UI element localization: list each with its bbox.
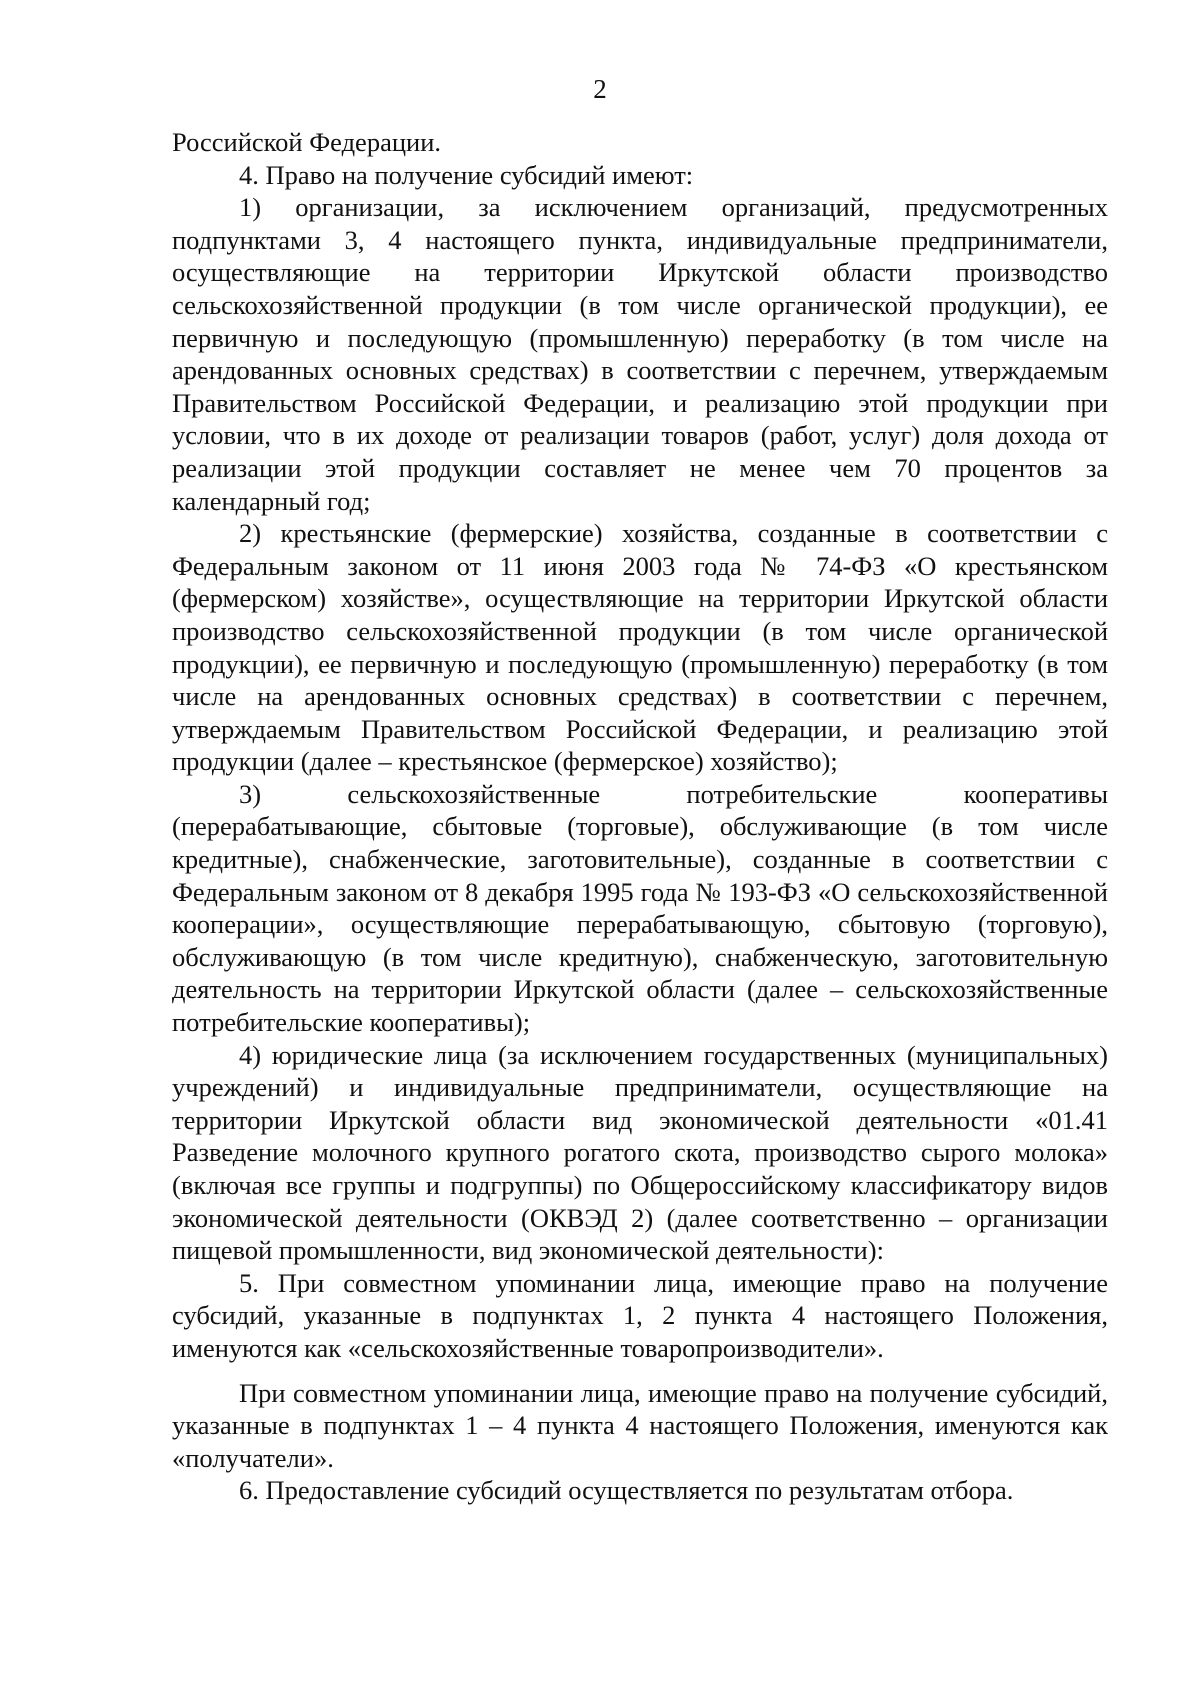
page-number: 2 bbox=[593, 74, 607, 104]
paragraph-subitem-3: 3) сельскохозяйственные потребительские кооперативы (перерабатывающие, сбытовые (торговые), обслуживающие (в том числе кредитные), снабженческие, заготовительные), созданные в соответствии с Федеральным законом от 8 декабря 1995 года № 193-ФЗ «О сельскохозяйственной кооперации», осуществляющие перерабатывающую, сбытовую (торговую), обслуживающую (в том числе кредитную), снабженческую, заготовительную деятельность на территории Иркутской области (далее – сельскохозяйственные потребительские кооперативы); bbox=[172, 778, 1108, 1038]
paragraph-item-5: 5. При совместном упоминании лица, имеющие право на получение субсидий, указанные в подпунктах 1, 2 пункта 4 настоящего Положения, именуются как «сельскохозяйственные товаропроизводители». bbox=[172, 1267, 1108, 1363]
paragraph-item-6: 6. Предоставление субсидий осуществляется по результатам отбора. bbox=[239, 1475, 1014, 1506]
paragraph-item-5-recipients: При совместном упоминании лица, имеющие право на получение субсидий, указанные в подпунктах 1 – 4 пункта 4 настоящего Положения, именуются как «получатели». bbox=[172, 1377, 1108, 1473]
document-body bbox=[172, 126, 1108, 1507]
paragraph-subitem-1: 1) организации, за исключением организаций, предусмотренных подпунктами 3, 4 настоящего пункта, индивидуальные предприниматели, осуществляющие на территории Иркутской области производство сельскохозяйственной продукции (в том числе органической продукции), ее первичную и последующую (промышленную) переработку (в том числе на арендованных основных средствах) в соответствии с перечнем, утверждаемым Правительством Российской Федерации, и реализацию этой продукции при условии, что в их доходе от реализации товаров (работ, услуг) доля дохода от реализации этой продукции составляет не менее чем 70 процентов за календарный год; bbox=[172, 192, 1108, 516]
paragraph-continuation: Российской Федерации. bbox=[172, 127, 441, 157]
paragraph-subitem-4: 4) юридические лица (за исключением государственных (муниципальных) учреждений) и индивидуальные предприниматели, осуществляющие на территории Иркутской области вид экономической деятельности «01.41 Разведение молочного крупного рогатого скота, производство сырого молока» (включая все группы и подгруппы) по Общероссийскому классификатору видов экономической деятельности (ОКВЭД 2) (далее соответственно – организации пищевой промышленности, вид экономической деятельности): bbox=[172, 1039, 1108, 1266]
paragraph-subitem-2: 2) крестьянские (фермерские) хозяйства, созданные в соответствии с Федеральным законом от 11 июня 2003 года № 74-ФЗ «О крестьянском (фермерском) хозяйстве», осуществляющие на территории Иркутской области производство сельскохозяйственной продукции (в том числе органической продукции), ее первичную и последующую (промышленную) переработку (в том числе на арендованных основных средствах) в соответствии с перечнем, утверждаемым Правительством Российской Федерации, и реализацию этой продукции (далее – крестьянское (фермерское) хозяйство); bbox=[172, 518, 1108, 777]
paragraph-item-4-heading: 4. Право на получение субсидий имеют: bbox=[239, 159, 694, 190]
